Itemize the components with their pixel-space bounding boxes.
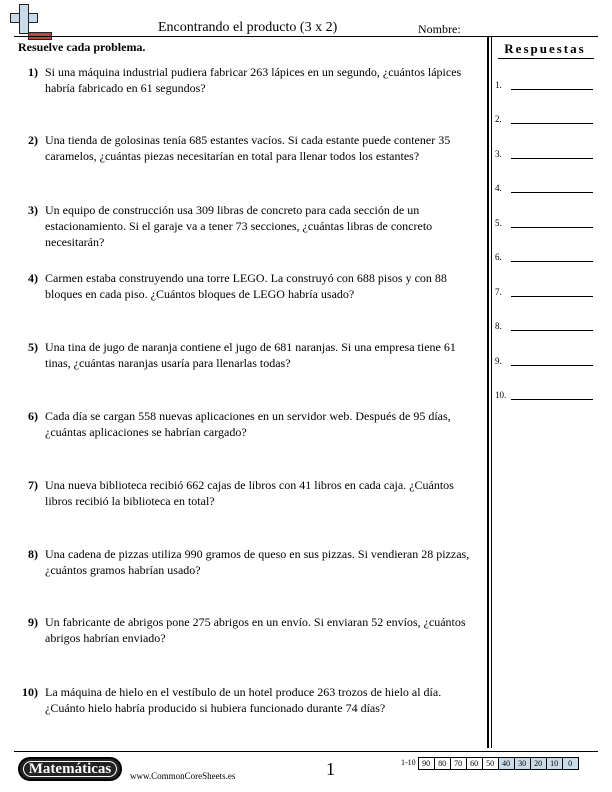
answer-slot[interactable] [495, 218, 502, 228]
score-cell: 10 [546, 757, 563, 770]
question-number: 4) [28, 271, 38, 285]
score-cell: 40 [498, 757, 515, 770]
score-range-label: 1-10 [401, 758, 416, 767]
question-text: Carmen estaba construyendo una torre LEGO. La construyó con 688 pisos y con 88 bloques en cada piso. ¿Cuántos bloques de LEGO habría usado? [45, 271, 447, 301]
answer-number: 9. [495, 356, 502, 366]
question-number: 6) [28, 409, 38, 423]
question-number: 5) [28, 340, 38, 354]
answer-column-divider-inner [491, 36, 492, 748]
question-number: 1) [28, 65, 38, 79]
score-cell: 20 [530, 757, 547, 770]
answer-slot[interactable] [495, 252, 502, 262]
answer-slot[interactable] [495, 80, 502, 90]
question-number: 3) [28, 203, 38, 217]
name-label: Nombre: [418, 22, 461, 36]
site-url: www.CommonCoreSheets.es [130, 771, 236, 781]
question-text: Una cadena de pizzas utiliza 990 gramos de queso en sus pizzas. Si vendieran 28 pizzas, ¿cuántos gramos habrían usado? [45, 547, 470, 577]
answer-number: 7. [495, 287, 502, 297]
footer-divider [14, 751, 598, 752]
score-cell: 30 [514, 757, 531, 770]
question-text: La máquina de hielo en el vestíbulo de un hotel produce 263 trozos de hielo al día. ¿Cuánto hielo habría producido si hubiera funcionado durante 74 días? [45, 685, 442, 715]
score-cell: 0 [562, 757, 579, 770]
question-text: Cada día se cargan 558 nuevas aplicaciones en un servidor web. Después de 95 días, ¿cuántas aplicaciones se habrían cargado? [45, 409, 451, 439]
question-text: Un fabricante de abrigos pone 275 abrigos en un envío. Si enviaran 52 envíos, ¿cuántos abrigos habrían enviado? [45, 615, 466, 645]
instructions: Resuelve cada problema. [18, 40, 146, 54]
score-cell: 80 [434, 757, 451, 770]
answer-line[interactable] [511, 296, 593, 297]
answer-line[interactable] [511, 227, 593, 228]
plus-logo-icon [10, 4, 40, 36]
worksheet-title: Encontrando el producto (3 x 2) [158, 20, 338, 35]
page-number: 1 [326, 759, 335, 779]
question-number: 8) [28, 547, 38, 561]
question-text: Un equipo de construcción usa 309 libras de concreto para cada sección de un estacionamiento. Si el garaje va a tener 73 secciones, ¿cuántas libras de concreto necesitarán? [45, 203, 433, 249]
answer-number: 4. [495, 183, 502, 193]
answer-slot[interactable] [495, 183, 502, 193]
answer-slot[interactable] [495, 356, 502, 366]
answer-slot[interactable] [495, 114, 502, 124]
answer-line[interactable] [511, 123, 593, 124]
score-cell: 60 [466, 757, 483, 770]
score-scale [398, 757, 579, 770]
answer-number: 10. [495, 390, 507, 400]
header-divider [14, 36, 598, 37]
answer-number: 3. [495, 149, 502, 159]
answer-number: 6. [495, 252, 502, 262]
question-text: Una tienda de golosinas tenía 685 estantes vacíos. Si cada estante puede contener 35 caramelos, ¿cuántas piezas necesitarían en total para llenar todos los estantes? [45, 133, 451, 163]
score-cell: 50 [482, 757, 499, 770]
question-number: 10) [22, 685, 38, 699]
answers-title: Respuestas [504, 41, 586, 56]
question-text: Una tina de jugo de naranja contiene el jugo de 681 naranjas. Si una empresa tiene 61 tinas, ¿cuántas naranjas usaría para llenarlas todas? [45, 340, 456, 370]
answer-number: 5. [495, 218, 502, 228]
answer-slot[interactable] [495, 321, 502, 331]
answer-slot[interactable] [495, 149, 502, 159]
answer-line[interactable] [511, 365, 593, 366]
question-text: Si una máquina industrial pudiera fabricar 263 lápices en un segundo, ¿cuántos lápices habría fabricado en 61 segundos? [45, 65, 462, 95]
answer-line[interactable] [511, 261, 593, 262]
brand-label: Matemáticas [28, 761, 112, 777]
answer-line[interactable] [511, 399, 593, 400]
answer-column-divider [487, 36, 489, 748]
question-number: 9) [28, 615, 38, 629]
score-cell: 90 [418, 757, 435, 770]
answers-title-underline [498, 58, 594, 59]
answer-number: 1. [495, 80, 502, 90]
answer-slot[interactable] [495, 287, 502, 297]
answer-line[interactable] [511, 330, 593, 331]
brand-badge [18, 757, 122, 781]
score-cell: 70 [450, 757, 467, 770]
question-text: Una nueva biblioteca recibió 662 cajas de libros con 41 libros en cada caja. ¿Cuántos libros recibió la biblioteca en total? [45, 478, 454, 508]
answer-line[interactable] [511, 158, 593, 159]
question-number: 7) [28, 478, 38, 492]
question-number: 2) [28, 133, 38, 147]
answer-number: 2. [495, 114, 502, 124]
answer-line[interactable] [511, 89, 593, 90]
answer-line[interactable] [511, 192, 593, 193]
answer-slot[interactable] [495, 390, 506, 400]
answer-number: 8. [495, 321, 502, 331]
